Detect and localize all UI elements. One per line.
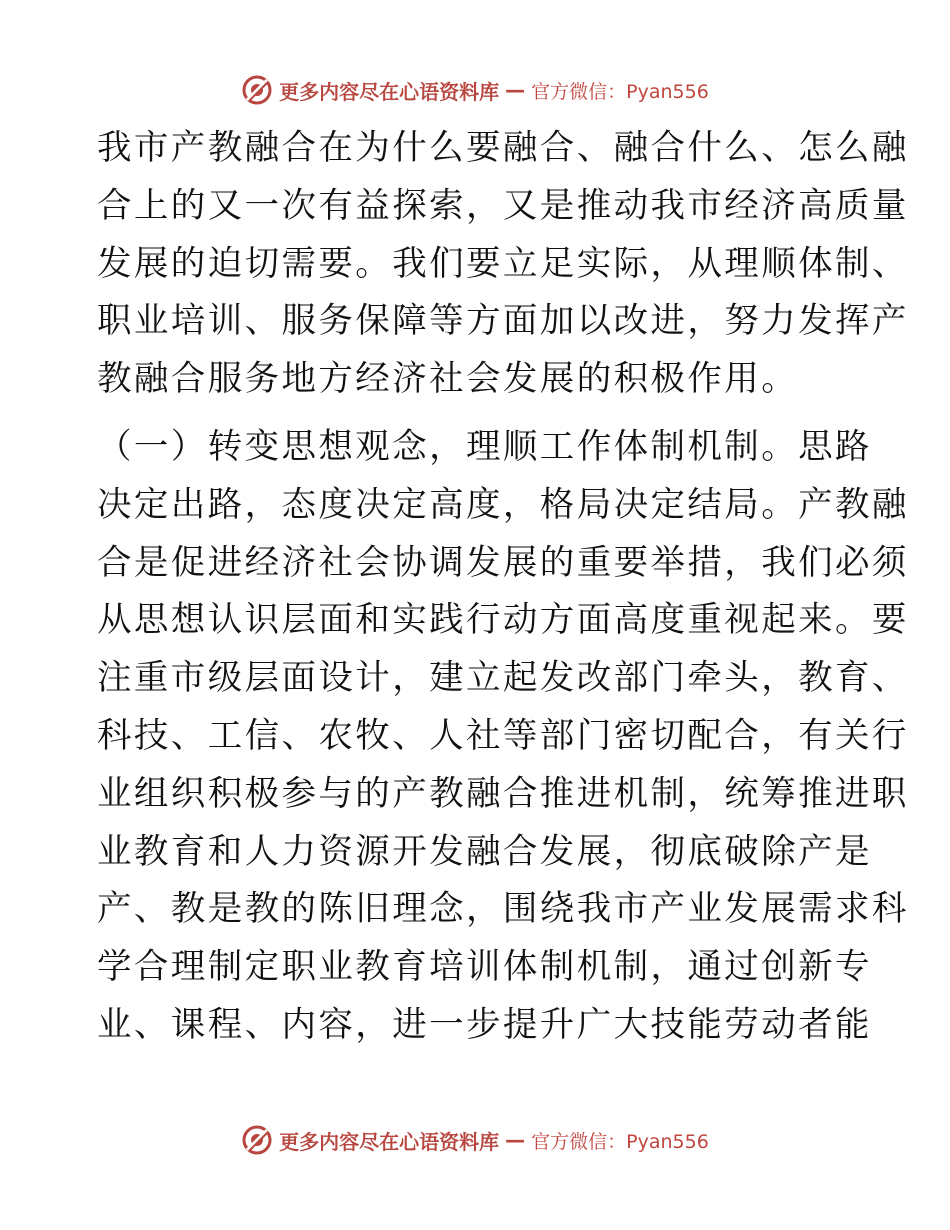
header-brand-text: 更多内容尽在心语资料库: [279, 79, 500, 104]
paragraph-intro: [97, 120, 909, 409]
text-line: 教融合服务地方经济社会发展的积极作用。: [97, 359, 799, 400]
text-line: 合是促进经济社会协调发展的重要举措，我们必须: [97, 542, 909, 583]
paragraph-section-1: [97, 419, 909, 1055]
text-line: 业、课程、内容，进一步提升广大技能劳动者能: [97, 1004, 872, 1045]
footer-banner: [0, 1120, 950, 1160]
text-line: 科技、工信、农牧、人社等部门密切配合，有关行: [97, 715, 909, 756]
header-separator: —: [505, 78, 526, 102]
header-banner: [0, 70, 950, 110]
brand-logo-icon: [241, 74, 273, 106]
text-line: 学合理制定职业教育培训体制机制，通过创新专: [97, 947, 872, 988]
text-line: 决定出路，态度决定高度，格局决定结局。产教融: [97, 484, 909, 525]
footer-separator: —: [505, 1128, 526, 1152]
footer-wechat-text: 官方微信：Pyan556: [531, 1130, 709, 1153]
text-line: 合上的又一次有益探索，又是推动我市经济高质量: [97, 185, 909, 226]
text-line: 产、教是教的陈旧理念，围绕我市产业发展需求科: [97, 889, 909, 930]
text-line: 从思想认识层面和实践行动方面高度重视起来。要: [97, 600, 909, 641]
text-line: 我市产教融合在为什么要融合、融合什么、怎么融: [97, 128, 909, 168]
document-body: [97, 120, 909, 1055]
text-line: 业组织积极参与的产教融合推进机制，统筹推进职: [97, 773, 909, 814]
header-wechat-text: 官方微信：Pyan556: [531, 80, 709, 103]
text-line: 职业培训、服务保障等方面加以改进，努力发挥产: [97, 301, 909, 342]
text-line: 发展的迫切需要。我们要立足实际，从理顺体制、: [97, 243, 909, 284]
text-line: 注重市级层面设计，建立起发改部门牵头，教育、: [97, 658, 909, 699]
text-line: （一）转变思想观念，理顺工作体制机制。思路: [97, 426, 872, 467]
brand-logo-icon: [241, 1124, 273, 1156]
text-line: 业教育和人力资源开发融合发展，彻底破除产是: [97, 831, 872, 872]
footer-brand-text: 更多内容尽在心语资料库: [279, 1129, 500, 1154]
